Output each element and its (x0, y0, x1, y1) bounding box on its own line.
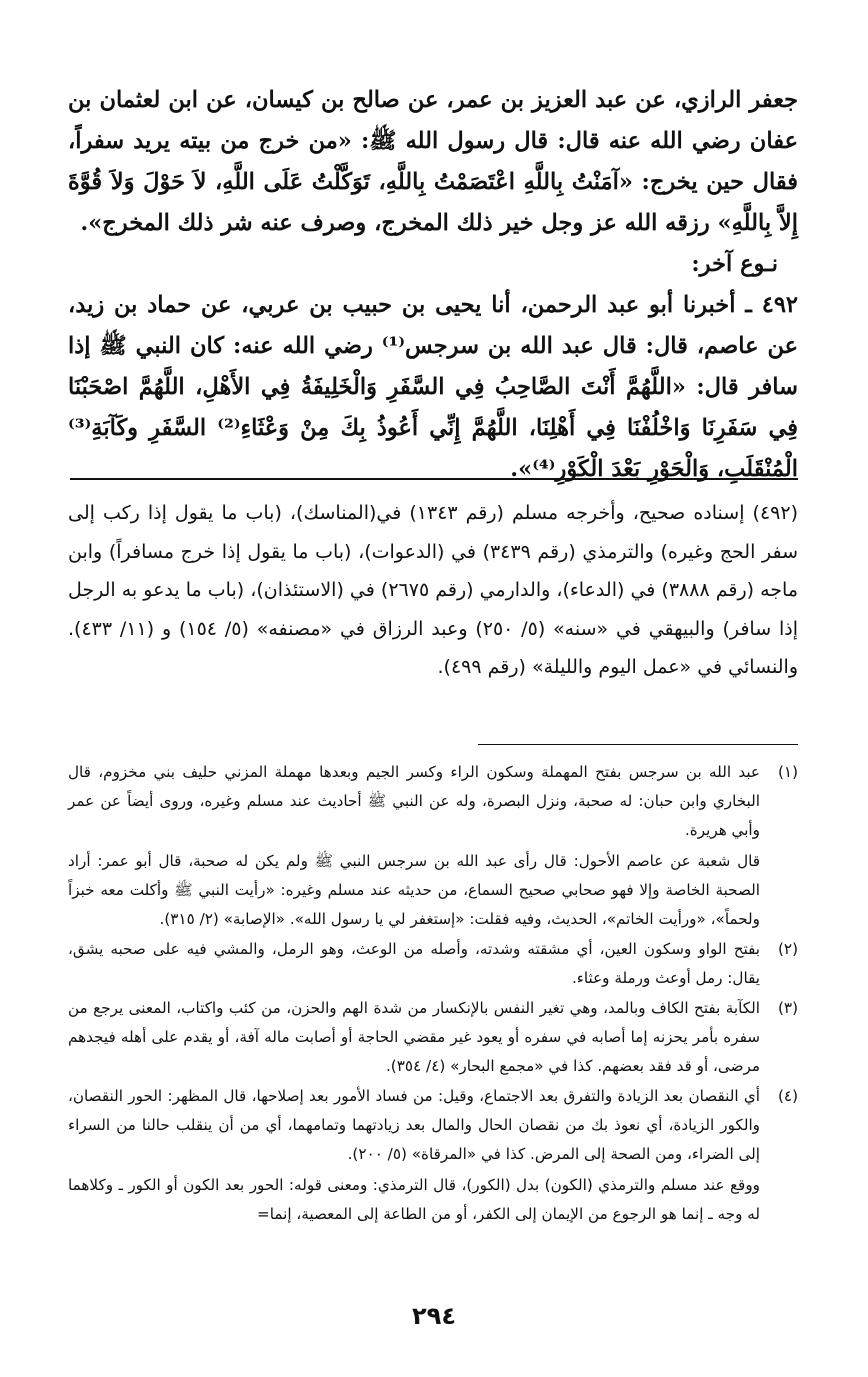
footnote-4 (68, 1082, 798, 1229)
main-text (68, 80, 798, 490)
footnote-paragraph: عبد الله بن سرجس بفتح المهملة وسكون الراء وكسر الجيم وبعدها مهملة المزني حليف بني مخزوم، قال البخاري وابن حبان: له صحبة، ونزل البصرة، وله عن النبي ﷺ أحاديث عند مسلم وغيره، وروى أيضاً عن عمر وأبي هريرة. (68, 763, 760, 839)
section-heading: نـوع آخر: (691, 251, 778, 277)
takhrij-section (68, 494, 798, 687)
footnote-divider (478, 744, 798, 745)
footnote-number: (٣) (777, 999, 798, 1017)
footnote-number: (١) (777, 763, 798, 781)
footnotes (68, 758, 798, 1230)
footnote-2 (68, 935, 798, 993)
footnote-paragraph: الكآبة بفتح الكاف وبالمد، وهي تغير النفس بالإنكسار من شدة الهم والحزن، من كئب واكتاب، المعنى يرجع من سفره بأمر يحزنه إما أصابه في سفره أو يعود غير مقضي الحاجة أو أصابت ماله آفة، أو يقدم على أهله فيجدهم مرضى، أو قد فقد بعضهم. كذا في «مجمع البحار» (٤/ ٣٥٤). (68, 999, 760, 1075)
main-paragraph-1: جعفر الرازي، عن عبد العزيز بن عمر، عن صالح بن كيسان، عن ابن لعثمان بن عفان رضي الله عنه قال: قال رسول الله ﷺ: «من خرج من بيته يريد سفراً، فقال حين يخرج: «آمَنْتُ بِاللَّهِ اعْتَصَمْتُ بِاللَّهِ، تَوَكَّلْتُ عَلَى اللَّهِ، لاَ حَوْلَ وَلاَ قُوَّةَ إِلاَّ بِاللَّهِ» رزقه الله عز وجل خير ذلك المخرج، وصرف عنه شر ذلك المخرج». (68, 87, 798, 236)
footnote-number: (٢) (777, 940, 798, 958)
hadith-492: ٤٩٢ ـ أخبرنا أبو عبد الرحمن، أنا يحيى بن حبيب بن عربي، عن حماد بن زيد، عن عاصم، قال: قال عبد الله بن سرجس⁽¹⁾ رضي الله عنه: كان النبي ﷺ إذا سافر قال: «اللَّهُمَّ أَنْتَ الصَّاحِبُ فِي السَّفَرِ وَالْخَلِيفَةُ فِي الأَهْلِ، اللَّهُمَّ اصْحَبْنَا فِي سَفَرِنَا وَاخْلُفْنَا فِي أَهْلِنَا، اللَّهُمَّ إِنِّي أَعُوذُ بِكَ مِنْ وَعْثَاءِ⁽²⁾ السَّفَرِ وكَآبَةِ⁽³⁾ الْمُنْقَلَبِ، وَالْحَوْرِ بَعْدَ الْكَوْرِ⁽⁴⁾». (68, 292, 798, 482)
footnote-paragraph: ووقع عند مسلم والترمذي (الكون) بدل (الكور)، قال الترمذي: ومعنى قوله: الحور بعد الكون أو الكور ـ وكلاهما له وجه ـ إنما هو الرجوع من الإيمان إلى الكفر، أو من الطاعة إلى المعصية، إنما= (68, 1176, 760, 1223)
takhrij-text: (٤٩٢) إسناده صحيح، وأخرجه مسلم (رقم ١٣٤٣) في(المناسك)، (باب ما يقول إذا ركب إلى سفر الحج وغيره) والترمذي (رقم ٣٤٣٩) في (الدعوات)، (باب ما يقول إذا خرج مسافراً) وابن ماجه (رقم ٣٨٨٨) في (الدعاء)، والدارمي (رقم ٢٦٧٥) في (الاستئذان)، (باب ما يدعو به الرجل إذا سافر) والبيهقي في «سنه» (٥/ ٢٥٠) وعبد الرزاق في «مصنفه» (٥/ ١٥٤) و (١١/ ٤٣٣). والنسائي في «عمل اليوم والليلة» (رقم ٤٩٩). (68, 502, 799, 678)
footnote-paragraph: أي النقصان بعد الزيادة والتفرق بعد الاجتماع، وقيل: من فساد الأمور بعد إصلاحها، قال المظهر: الحور النقصان، والكور الزيادة، أي نعوذ بك من نقصان الحال والمال بعد زيادتهما وتمامهما، أي من أن ينقلب حالنا من السراء إلى الضراء، ومن الصحة إلى المرض. كذا في «المرقاة» (٥/ ٢٠٠). (68, 1087, 760, 1163)
footnote-1 (68, 758, 798, 934)
footnote-3 (68, 994, 798, 1081)
footnote-paragraph: بفتح الواو وسكون العين، أي مشقته وشدته، وأصله من الوعث، وهو الرمل، والمشي فيه على صحبه يشق، يقال: رمل أوعث ورملة وعثاء. (68, 940, 760, 987)
footnote-number: (٤) (777, 1087, 798, 1105)
section-divider (70, 478, 798, 480)
footnote-paragraph: قال شعبة عن عاصم الأحول: قال رأى عبد الله بن سرجس النبي ﷺ ولم يكن له صحبة، قال أبو عمر: أراد الصحبة الخاصة وإلا فهو صحابي صحيح السماع، من حديثه عند مسلم وغيره: «رأيت النبي ﷺ وأكلت معه خبزاً ولحماً»، «ورأيت الخاتم»، الحديث، وفيه فقلت: «إستغفر لي يا رسول الله». «الإصابة» (٢/ ٣١٥). (68, 852, 760, 928)
page-number: ٢٩٤ (412, 1302, 456, 1330)
